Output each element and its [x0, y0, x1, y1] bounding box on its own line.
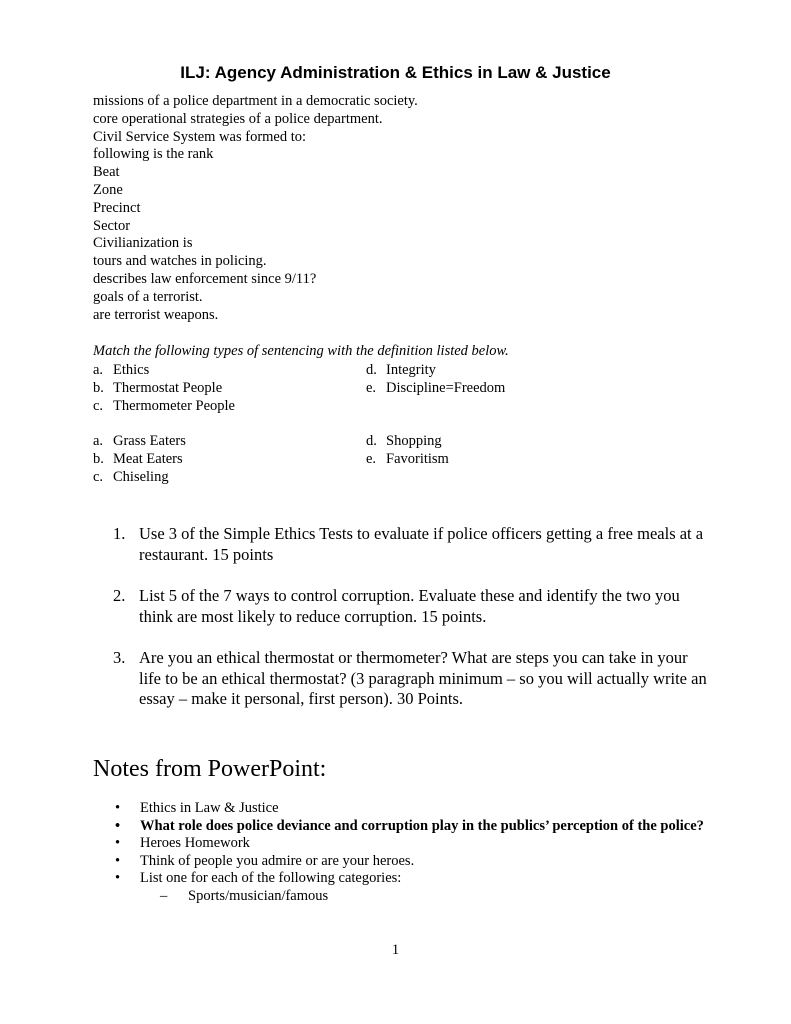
question-lines — [93, 93, 418, 324]
text-line: missions of a police department in a democratic society. — [93, 93, 418, 109]
question-number: 3. — [113, 648, 126, 667]
text-line: Civilianization is — [93, 235, 193, 252]
match-option — [366, 432, 449, 450]
bullet-glyph: • — [115, 800, 121, 816]
match-option — [366, 379, 505, 397]
bullet-item — [115, 853, 715, 871]
dash-glyph: – — [160, 887, 168, 904]
text-line: describes law enforcement since 9/11? — [93, 270, 317, 287]
bullet-glyph: • — [115, 817, 121, 834]
option-letter: c. — [93, 469, 104, 485]
sub-bullet-text: Sports/musician/famous — [188, 887, 329, 904]
bullet-item — [115, 835, 715, 853]
notes-bullet-list — [115, 800, 715, 905]
match-set-1-right — [366, 361, 505, 397]
bullet-item — [115, 800, 715, 818]
option-text: Meat Eaters — [113, 451, 183, 467]
option-text: Thermostat People — [113, 380, 223, 396]
option-text: Chiseling — [113, 469, 169, 485]
text-line: Sector — [93, 217, 131, 234]
option-letter: b. — [93, 451, 104, 467]
text-line: core operational strategies of a police department. — [93, 110, 383, 127]
option-letter: d. — [366, 362, 377, 378]
text-line: following is the rank — [93, 146, 214, 163]
option-text: Ethics — [113, 362, 150, 378]
sub-bullet-item — [115, 888, 715, 906]
match-set-2-left — [93, 432, 186, 486]
option-text: Integrity — [386, 362, 436, 378]
text-line: Beat — [93, 164, 120, 181]
question-number: 1. — [113, 524, 126, 543]
option-text: Grass Eaters — [113, 433, 186, 449]
bullet-glyph: • — [115, 852, 121, 869]
match-option — [93, 450, 186, 468]
text-line: goals of a terrorist. — [93, 288, 203, 305]
bullet-text: What role does police deviance and corruption play in the publics’ perception of the police? — [140, 817, 704, 834]
match-option — [93, 432, 186, 450]
text-line: Zone — [93, 181, 123, 198]
match-option — [93, 397, 235, 415]
option-text: Shopping — [386, 433, 442, 449]
bullet-item — [115, 870, 715, 888]
bullet-glyph: • — [115, 835, 121, 851]
question-text: Use 3 of the Simple Ethics Tests to evaluate if police officers getting a free meals at a restaurant. 15 points — [139, 524, 704, 564]
option-letter: c. — [93, 398, 104, 414]
question-item — [113, 524, 713, 565]
option-text: Thermometer People — [113, 398, 235, 414]
match-set-1-left — [93, 361, 235, 415]
bullet-glyph: • — [115, 870, 121, 886]
bullet-item — [115, 818, 715, 836]
page-title: ILJ: Agency Administration & Ethics in Law & Justice — [180, 63, 611, 82]
text-line: Civil Service System was formed to: — [93, 128, 307, 145]
numbered-questions — [113, 524, 713, 731]
notes-heading: Notes from PowerPoint: — [93, 756, 327, 782]
option-text: Discipline=Freedom — [386, 380, 506, 396]
match-option — [93, 468, 186, 486]
option-letter: b. — [93, 380, 104, 396]
bullet-text: Ethics in Law & Justice — [140, 800, 279, 816]
text-line: are terrorist weapons. — [93, 306, 219, 323]
question-item — [113, 648, 713, 710]
bullet-text: Think of people you admire or are your heroes. — [140, 852, 415, 869]
match-option — [93, 379, 235, 397]
option-letter: a. — [93, 362, 104, 378]
option-letter: d. — [366, 433, 377, 449]
question-text: List 5 of the 7 ways to control corruption. Evaluate these and identify the two you think are most likely to reduce corruption. 15 points. — [139, 586, 680, 626]
option-letter: e. — [366, 380, 377, 396]
question-number: 2. — [113, 586, 126, 605]
match-option — [93, 361, 235, 379]
match-option — [366, 450, 449, 468]
question-item — [113, 586, 713, 627]
bullet-text: List one for each of the following categories: — [140, 870, 402, 886]
text-line: tours and watches in policing. — [93, 253, 267, 270]
match-instruction: Match the following types of sentencing with the definition listed below. — [93, 343, 509, 359]
match-set-2-right — [366, 432, 449, 468]
question-text: Are you an ethical thermostat or thermometer? What are steps you can take in your life to be an ethical thermostat? (3 paragraph minimum – so you will actually write an essay – make it personal, first person). 30 Points. — [139, 648, 707, 708]
bullet-text: Heroes Homework — [140, 835, 250, 851]
text-line: Precinct — [93, 199, 141, 216]
page-number: 1 — [391, 942, 400, 958]
option-letter: a. — [93, 433, 104, 449]
match-option — [366, 361, 505, 379]
option-letter: e. — [366, 451, 377, 467]
option-text: Favoritism — [386, 451, 449, 467]
